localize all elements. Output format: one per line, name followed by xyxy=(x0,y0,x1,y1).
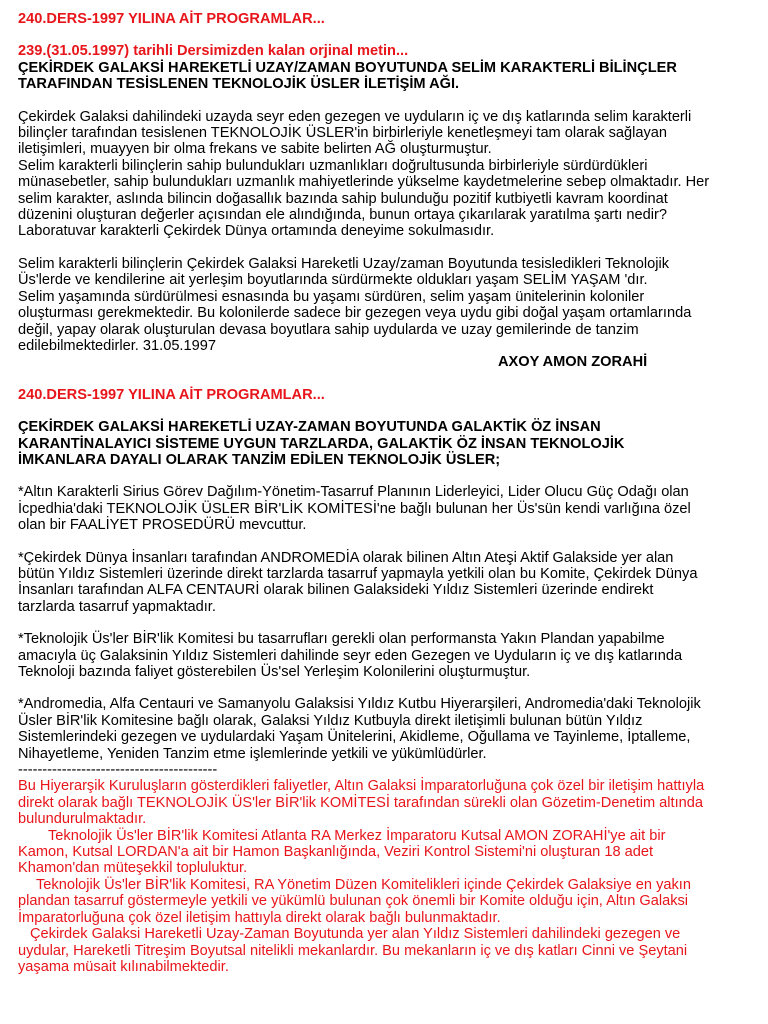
author-signature: AXOY AMON ZORAHİ xyxy=(498,354,648,371)
text-line: Laboratuvar karakterli Çekirdek Dünya ortamında deneyime sokulmasıdır. xyxy=(18,223,495,240)
section1-paragraph2 xyxy=(18,256,756,354)
text-line: münasebetler, sahip bulundukları uzmanlık mahiyetlerinde yükselme kaydetmelerine sebep olmaktadır. Her xyxy=(18,174,710,191)
section1-subheading: 239.(31.05.1997) tarihli Dersimizden kalan orjinal metin... xyxy=(18,43,409,60)
text-line: plandan tasarruf göstermeyle yetkili ve yükümlü bulunan çok önemli bir Komite olduğu için, Altın Galaksi xyxy=(18,893,689,910)
text-line: Selim karakterli bilinçlerin Çekirdek Galaksi Hareketli Uzay/zaman Boyutunda tesisledikleri Teknolojik xyxy=(18,255,670,272)
text-line: Üsler BİR'lik Komitesine bağlı olarak, Galaksi Yıldız Kutbuyla direkt iletişimli bulunan bütün Yıldız xyxy=(18,712,643,729)
section1-title-line2: TARAFINDAN TESİSLENEN TEKNOLOJİK ÜSLER İLETİŞİM AĞI. xyxy=(18,76,460,93)
section2-title xyxy=(18,419,756,468)
bullet-paragraph-3 xyxy=(18,631,756,680)
text-line: Teknolojik Üs'ler BİR'lik Komitesi Atlanta RA Merkez İmparatoru Kutsal AMON ZORAHİ'ye ait bir xyxy=(48,827,666,844)
text-line: amacıyla üç Galaksinin Yıldız Sistemleri dahilinde seyr eden Gezegen ve Uyduların iç ve dış katlarında xyxy=(18,647,683,664)
text-line: Çekirdek Galaksi Hareketli Uzay-Zaman Boyutunda yer alan Yıldız Sistemleri dahilindeki gezegen ve xyxy=(30,926,681,943)
title-line: KARANTİNALAYICI SİSTEME UYGUN TARZLARDA, GALAKTİK ÖZ İNSAN TEKNOLOJİK xyxy=(18,435,625,452)
text-line: Üs'lerde ve kendilerine ait yerleşim boyutlarında sürdürmekte oldukları yaşam SELİM YAŞAM 'dır. xyxy=(18,272,648,289)
text-line: değil, yapay olarak oluşturulan devasa boyutlara sahip uydularda ve uzay gemilerinde de tanzim xyxy=(18,321,639,338)
text-line: İcpedhia'daki TEKNOLOJİK ÜSLER BİR'LİK KOMİTESİ'ne bağlı bulunan her Üs'sün kendi varlığına özel xyxy=(18,500,691,517)
text-line: Kamon, Kutsal LORDAN'a ait bir Hamon Başkanlığında, Veziri Kontrol Sistemi'ni oluşturan 18 adet xyxy=(18,844,654,861)
text-line: Sistemlerindeki gezegen ve uydulardaki Yaşam Ünitelerini, Akidleme, Oğullama ve Tayinleme, İptalleme, xyxy=(18,729,691,746)
red-paragraph-3 xyxy=(18,877,756,926)
text-line: düzenini oluşturan değerler açısından ele alındığında, bunun ortaya çıkarılarak yaratılma şartı nedir? xyxy=(18,207,667,224)
text-line: *Çekirdek Dünya İnsanları tarafından ANDROMEDİA olarak bilinen Altın Ateşi Aktif Galakside yer alan xyxy=(18,549,674,566)
text-line: İnsanları tarafından ALFA CENTAURİ olarak bilinen Galaksideki Yıldız Sistemleri üzerinde endirekt xyxy=(18,582,654,599)
text-line: İmparatorluğuna çok özel iletişim hattıyla direkt olarak bağlı bulunmaktadır. xyxy=(18,909,501,926)
text-line: oluşturması gerekmektedir. Bu kolonilerde sadece bir gezegen veya uydu gibi doğal yaşam ortamlarında xyxy=(18,305,692,322)
text-line: Nihayetleme, Yeniden Tanzim etme işlemlerinde yetkili ve yükümlüdürler. xyxy=(18,745,487,762)
text-line: edilebilmektedirler. 31.05.1997 xyxy=(18,337,216,354)
text-line: selim karakter, aslında bilincin doğasallık bazında sahip bulunduğu pozitif kutbiyetli kavram koordinat xyxy=(18,190,668,207)
text-line: *Andromedia, Alfa Centauri ve Samanyolu Galaksisi Yıldız Kutbu Hiyerarşileri, Andromedia'daki Teknolojik xyxy=(18,696,701,713)
title-line: İMKANLARA DAYALI OLARAK TANZİM EDİLEN TEKNOLOJİK ÜSLER; xyxy=(18,451,501,468)
text-line: uydular, Hareketli Titreşim Boyutsal nitelikli mekanlardır. Bu mekanların iç ve dış katları Cinni ve Şeytani xyxy=(18,942,688,959)
bullet-paragraph-4 xyxy=(18,696,756,762)
text-line: *Teknolojik Üs'ler BİR'lik Komitesi bu tasarrufları gerekli olan performansta Yakın Plandan yapabilme xyxy=(18,631,665,648)
section2-heading: 240.DERS-1997 YILINA AİT PROGRAMLAR... xyxy=(18,386,325,403)
text-line: olan bir FAALİYET PROSEDÜRÜ mevcuttur. xyxy=(18,517,307,534)
title-line: ÇEKİRDEK GALAKSİ HAREKETLİ UZAY-ZAMAN BOYUTUNDA GALAKTİK ÖZ İNSAN xyxy=(18,419,601,436)
text-line: Teknoloji bazında faliyet gösterebilen Üs'sel Yerleşim Kolonilerini oluşturmuştur. xyxy=(18,664,531,680)
red-paragraph-4 xyxy=(18,926,756,975)
text-line: Khamon'dan müteşekkil topluluktur. xyxy=(18,860,248,877)
text-line: iletişimleri, muayyen bir olma frekans ve sabite belirten AĞ oluşturmuştur. xyxy=(18,141,492,158)
text-line: Bu Hiyerarşik Kuruluşların gösterdikleri faliyetler, Altın Galaksi İmparatorluğuna çok özel bir iletişim hattıyla xyxy=(18,778,705,795)
document-page xyxy=(18,11,756,975)
bullet-paragraph-2 xyxy=(18,550,756,616)
red-paragraph-1 xyxy=(18,778,756,827)
text-line: Çekirdek Galaksi dahilindeki uzayda seyr eden gezegen ve uyduların iç ve dış katlarında selim karakterli xyxy=(18,108,692,125)
text-line: bilinçler tarafından tesislenen TEKNOLOJİK ÜSLER'in birbirleriyle kenetleşmeyi tam olarak sağlayan xyxy=(18,125,667,142)
red-paragraph-2 xyxy=(18,828,756,877)
section1-title-line1: ÇEKİRDEK GALAKSİ HAREKETLİ UZAY/ZAMAN BOYUTUNDA SELİM KARAKTERLİ BİLİNÇLER xyxy=(18,59,677,76)
text-line: bütün Yıldız Sistemleri üzerinde direkt tarzlarda tasarruf yapmayla yetkili olan bu Komite, Çekirdek Dünya xyxy=(18,565,698,582)
text-line: yaşama müsait kılınabilmektedir. xyxy=(18,958,229,975)
text-line: direkt olarak bağlı TEKNOLOJİK ÜS'ler BİR'lik KOMİTESİ tarafından sürekli olan Gözetim-Denetim altında xyxy=(18,794,703,811)
section1-heading: 240.DERS-1997 YILINA AİT PROGRAMLAR... xyxy=(18,11,325,27)
text-line: *Altın Karakterli Sirius Görev Dağılım-Yönetim-Tasarruf Planının Liderleyici, Lider Olucu Güç Odağı olan xyxy=(18,484,689,501)
bullet-paragraph-1 xyxy=(18,484,756,533)
text-line: bulundurulmaktadır. xyxy=(18,811,147,828)
separator-line: ----------------------------------------- xyxy=(18,762,218,779)
text-line: tarzlarda tasarruf yapmaktadır. xyxy=(18,598,216,615)
text-line: Teknolojik Üs'ler BİR'lik Komitesi, RA Yönetim Düzen Komitelikleri içinde Çekirdek Galaksiye en yakın xyxy=(36,876,691,893)
text-line: Selim karakterli bilinçlerin sahip bulundukları uzmanlıkları doğrultusunda birbirleriyle sürdürdükleri xyxy=(18,157,648,174)
section1-paragraph1 xyxy=(18,109,756,240)
text-line: Selim yaşamında sürdürülmesi esnasında bu yaşamı sürdüren, selim yaşam ünitelerinin koloniler xyxy=(18,288,645,305)
